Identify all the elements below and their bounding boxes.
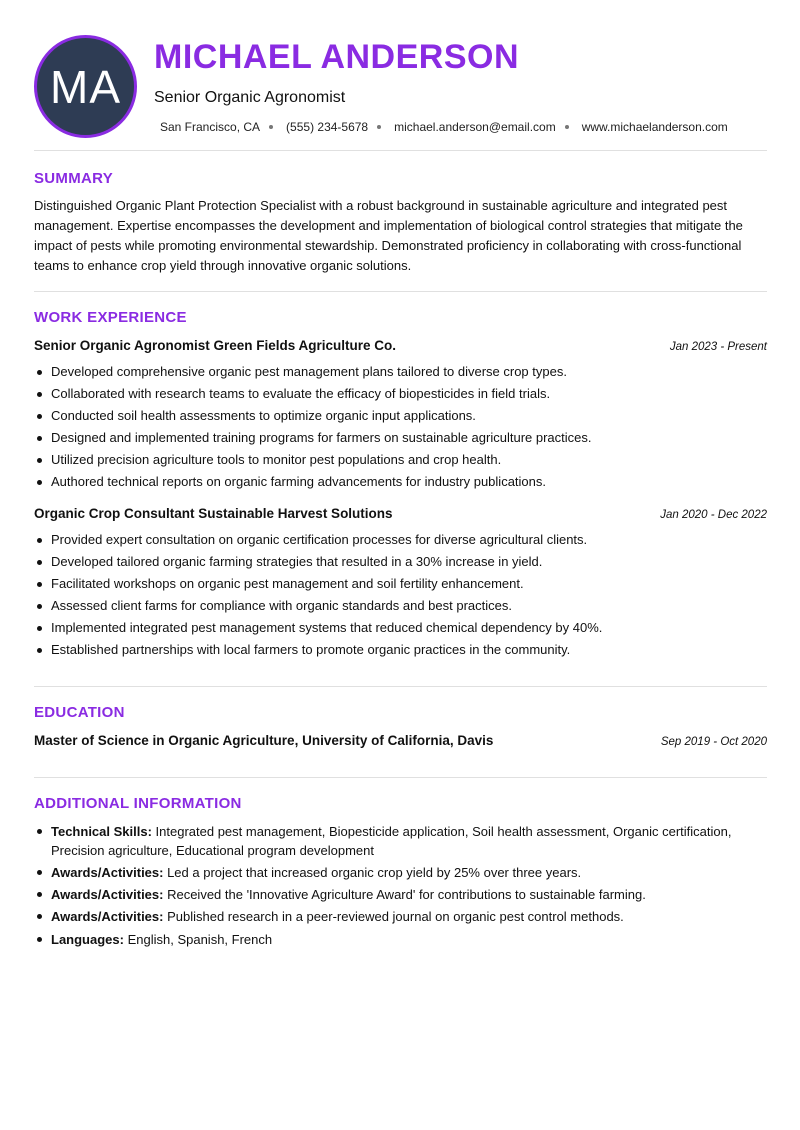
item-label: Languages: (51, 932, 124, 947)
item-text: English, Spanish, French (123, 932, 273, 947)
contact-location: San Francisco, CA (160, 120, 261, 134)
education-dates: Sep 2019 - Oct 2020 (660, 736, 767, 748)
additional-heading: ADDITIONAL INFORMATION (34, 795, 242, 812)
avatar-initials: MA (50, 60, 121, 113)
contact-email[interactable]: michael.anderson@email.com (394, 120, 556, 134)
separator-dot-icon (565, 125, 569, 129)
summary-text: Distinguished Organic Plant Protection Specialist with a robust background in sustainable agriculture and integrated pest management. Expertise encompasses the development and implementation of biological control strategies that mitigate the impact of pests while promoting environmental stewardship. Demonstrated proficiency in collaborating with cross-functional teams to enhance crop yield through innovative organic solutions. (34, 198, 743, 273)
divider (34, 777, 767, 778)
divider (34, 150, 767, 151)
list-item: Developed tailored organic farming strategies that resulted in a 30% increase in yield. (34, 552, 774, 574)
separator-dot-icon (377, 125, 381, 129)
job-bullets (34, 362, 774, 494)
item-text: Received the 'Innovative Agriculture Award' for contributions to sustainable farming. (163, 887, 646, 902)
contact-phone: (555) 234-5678 (286, 120, 369, 134)
list-item (34, 907, 774, 926)
list-item: Utilized precision agriculture tools to monitor pest populations and crop health. (34, 450, 774, 472)
item-label: Awards/Activities: (51, 887, 164, 902)
summary-heading: SUMMARY (34, 170, 114, 187)
list-item: Designed and implemented training programs for farmers on sustainable agriculture practices. (34, 428, 774, 450)
list-item: Provided expert consultation on organic certification processes for diverse agricultural clients. (34, 530, 774, 552)
education-degree: Master of Science in Organic Agriculture, University of California, Davis (34, 733, 494, 748)
job-header (34, 506, 767, 521)
education-heading: EDUCATION (34, 704, 125, 721)
item-label: Technical Skills: (51, 824, 152, 839)
divider (34, 291, 767, 292)
experience-heading: WORK EXPERIENCE (34, 309, 187, 326)
job-bullets (34, 530, 774, 662)
separator-dot-icon (269, 125, 273, 129)
list-item: Assessed client farms for compliance with organic standards and best practices. (34, 596, 774, 618)
avatar (34, 35, 137, 138)
list-item (34, 930, 774, 949)
item-text: Integrated pest management, Biopesticide application, Soil health assessment, Organic certification, Precision agriculture, Educational program development (51, 824, 732, 858)
list-item: Developed comprehensive organic pest management plans tailored to diverse crop types. (34, 362, 774, 384)
list-item: Implemented integrated pest management systems that reduced chemical dependency by 40%. (34, 618, 774, 640)
job-title: Senior Organic Agronomist (154, 89, 346, 106)
item-label: Awards/Activities: (51, 909, 164, 924)
contact-bar (160, 120, 728, 134)
job-dates: Jan 2023 - Present (669, 341, 767, 353)
list-item: Conducted soil health assessments to optimize organic input applications. (34, 406, 774, 428)
job-role: Organic Crop Consultant Sustainable Harvest Solutions (34, 506, 393, 521)
contact-website[interactable]: www.michaelanderson.com (581, 120, 728, 134)
list-item: Collaborated with research teams to evaluate the efficacy of biopesticides in field trials. (34, 384, 774, 406)
list-item (34, 863, 774, 882)
list-item: Established partnerships with local farmers to promote organic practices in the community. (34, 640, 774, 662)
job-header (34, 338, 767, 353)
list-item: Authored technical reports on organic farming advancements for industry publications. (34, 472, 774, 494)
list-item (34, 885, 774, 904)
candidate-name: MICHAEL ANDERSON (154, 38, 520, 76)
list-item: Facilitated workshops on organic pest management and soil fertility enhancement. (34, 574, 774, 596)
divider (34, 686, 767, 687)
item-text: Published research in a peer-reviewed journal on organic pest control methods. (163, 909, 624, 924)
job-role: Senior Organic Agronomist Green Fields Agriculture Co. (34, 338, 397, 353)
item-label: Awards/Activities: (51, 865, 164, 880)
additional-list (34, 822, 774, 952)
list-item (34, 822, 774, 860)
education-entry (34, 733, 767, 748)
job-dates: Jan 2020 - Dec 2022 (660, 509, 767, 521)
item-text: Led a project that increased organic crop yield by 25% over three years. (163, 865, 582, 880)
